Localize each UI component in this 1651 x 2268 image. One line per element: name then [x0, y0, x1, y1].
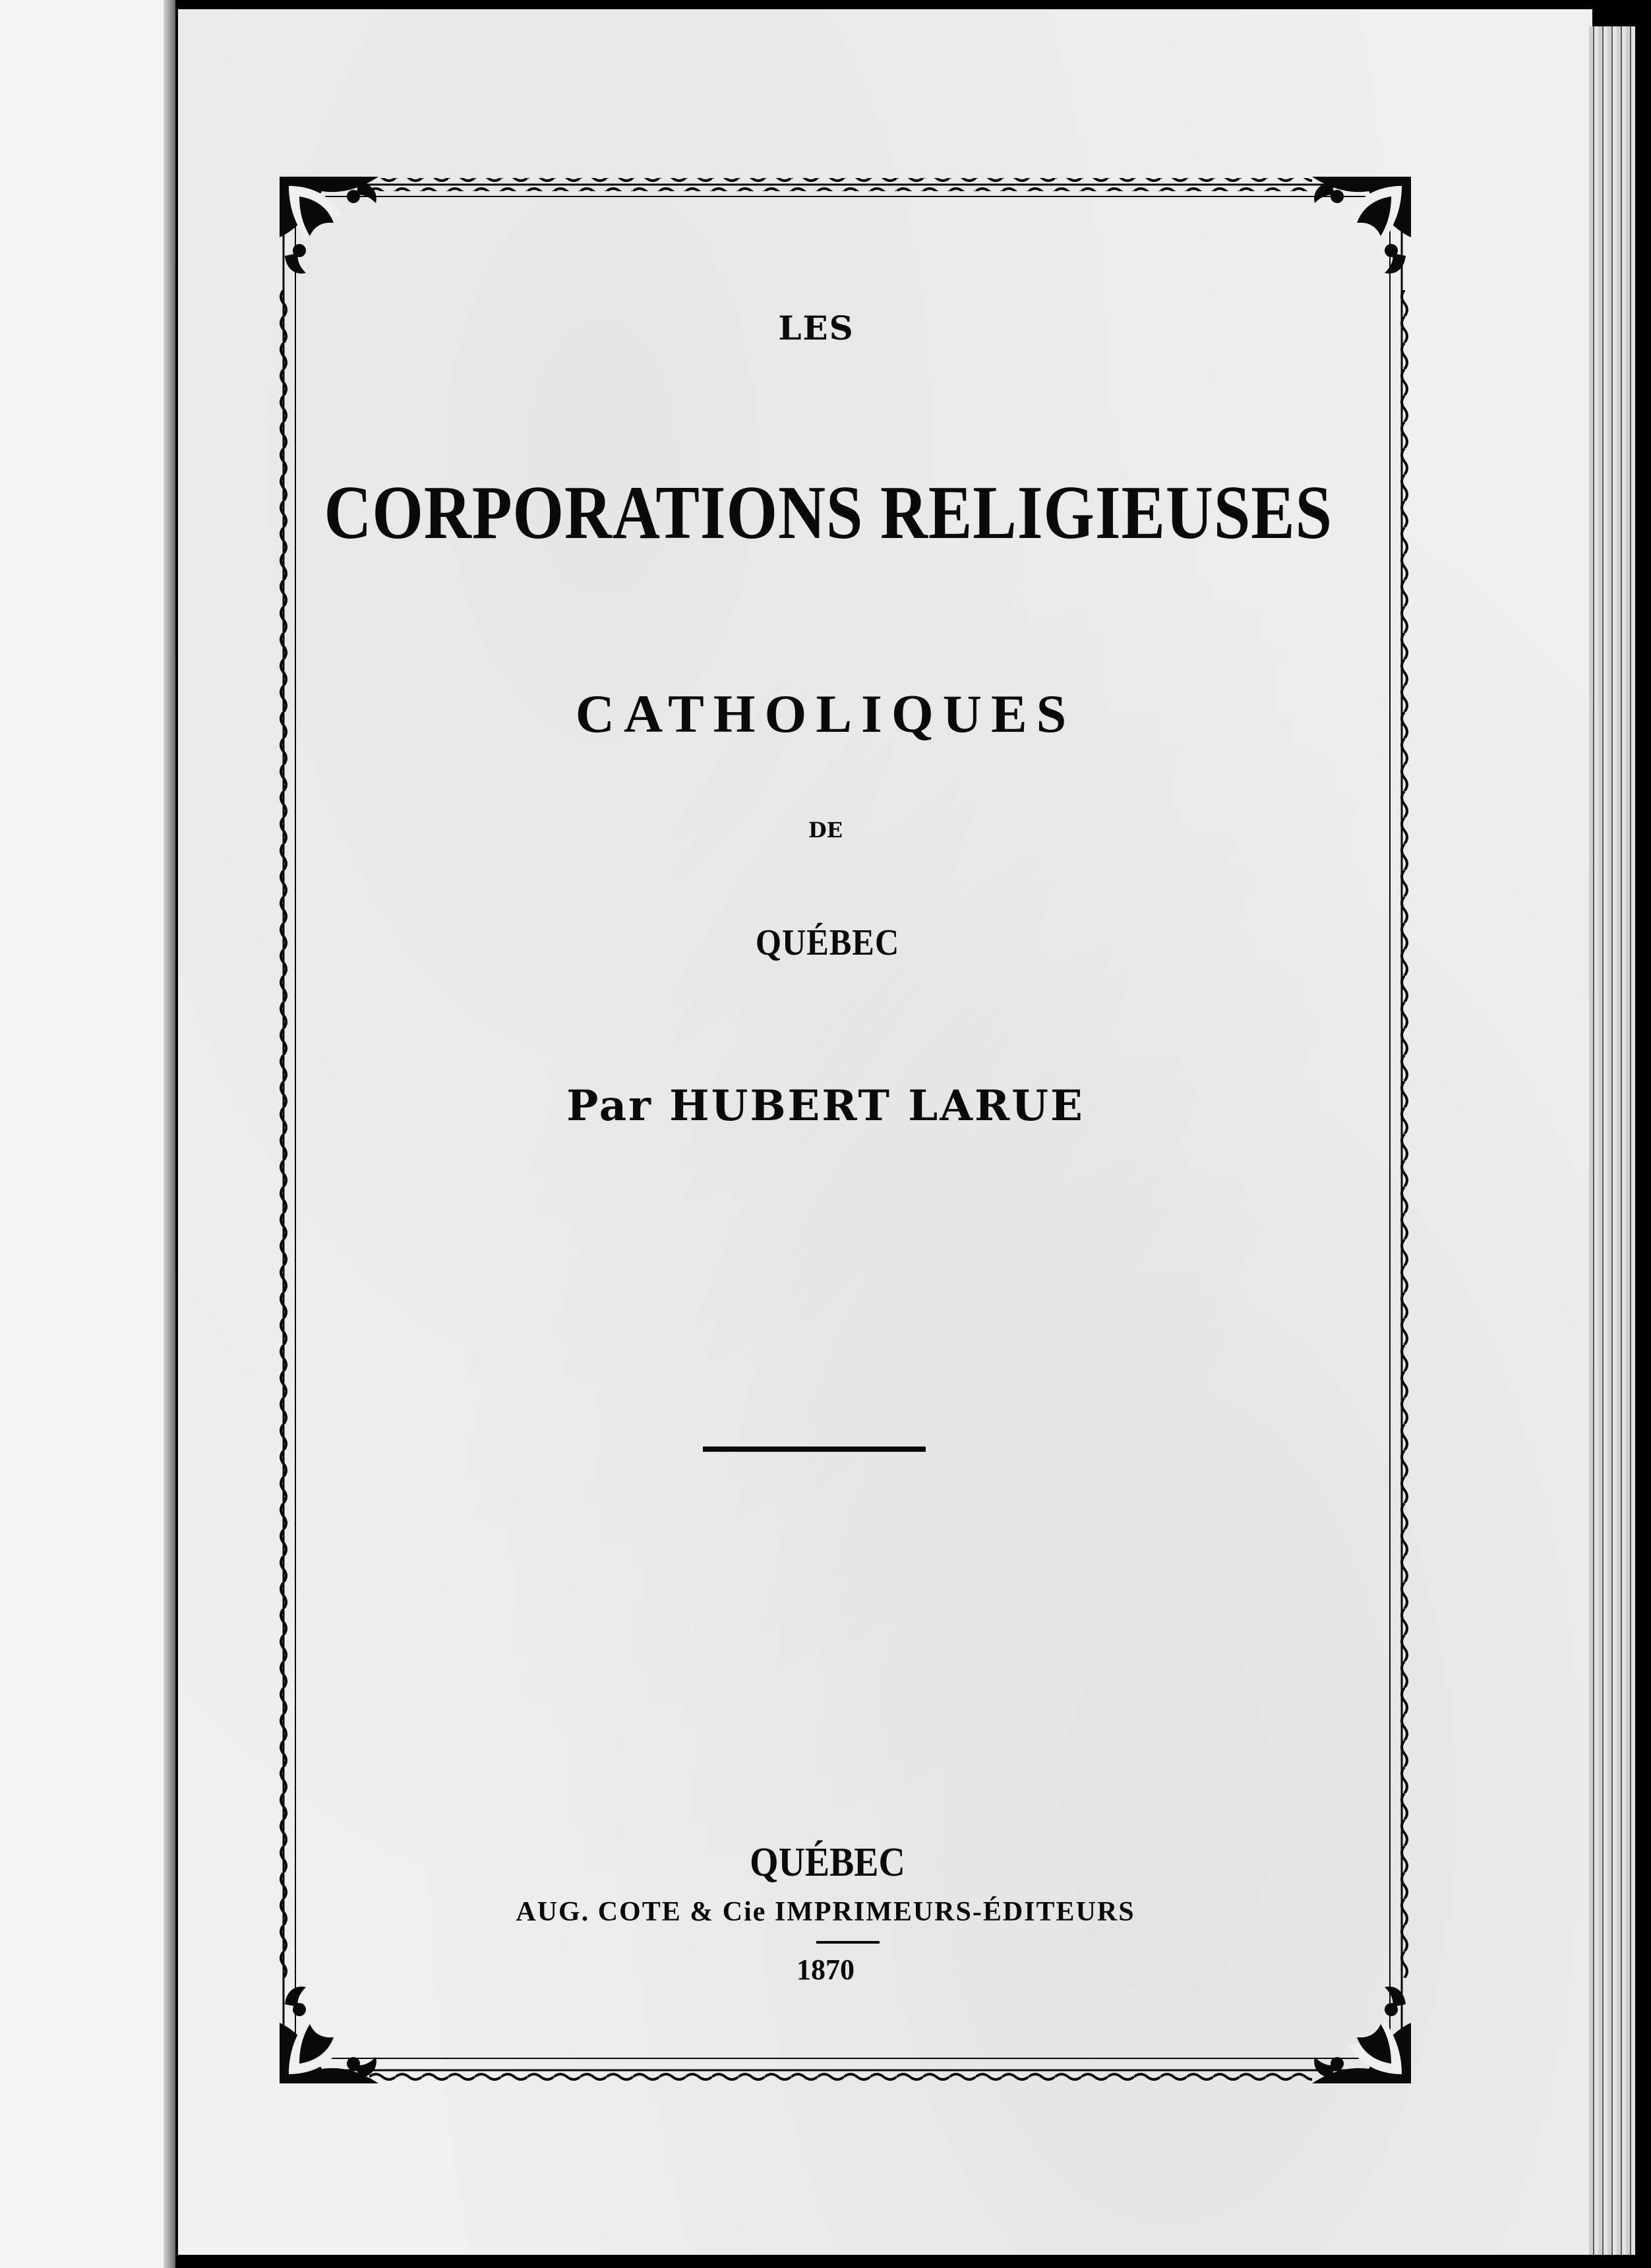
border-bottom	[369, 2069, 1312, 2082]
imprint-publisher: AUG. COTE & Cie IMPRIMEURS-ÉDITEURS	[516, 1897, 1135, 1927]
border-top	[369, 178, 1312, 191]
imprint-city: QUÉBEC	[750, 1840, 905, 1885]
fleuron-corner-icon	[1312, 1986, 1411, 2083]
separator-rule	[703, 1447, 926, 1452]
year-rule	[816, 1941, 880, 1944]
imprint-year: 1870	[796, 1954, 855, 1986]
fleuron-corner-icon	[280, 1986, 378, 2083]
book-title: CORPORATIONS RELIGIEUSES	[324, 471, 1333, 555]
fleuron-corner-icon	[280, 177, 378, 274]
title-line-les: LES	[778, 309, 855, 347]
title-line-city: QUÉBEC	[755, 922, 900, 963]
title-line-de: DE	[808, 818, 843, 843]
book-subtitle: CATHOLIQUES	[575, 684, 1076, 744]
fleuron-corner-icon	[1312, 177, 1411, 274]
author-line: Par HUBERT LARUE	[566, 1081, 1085, 1131]
